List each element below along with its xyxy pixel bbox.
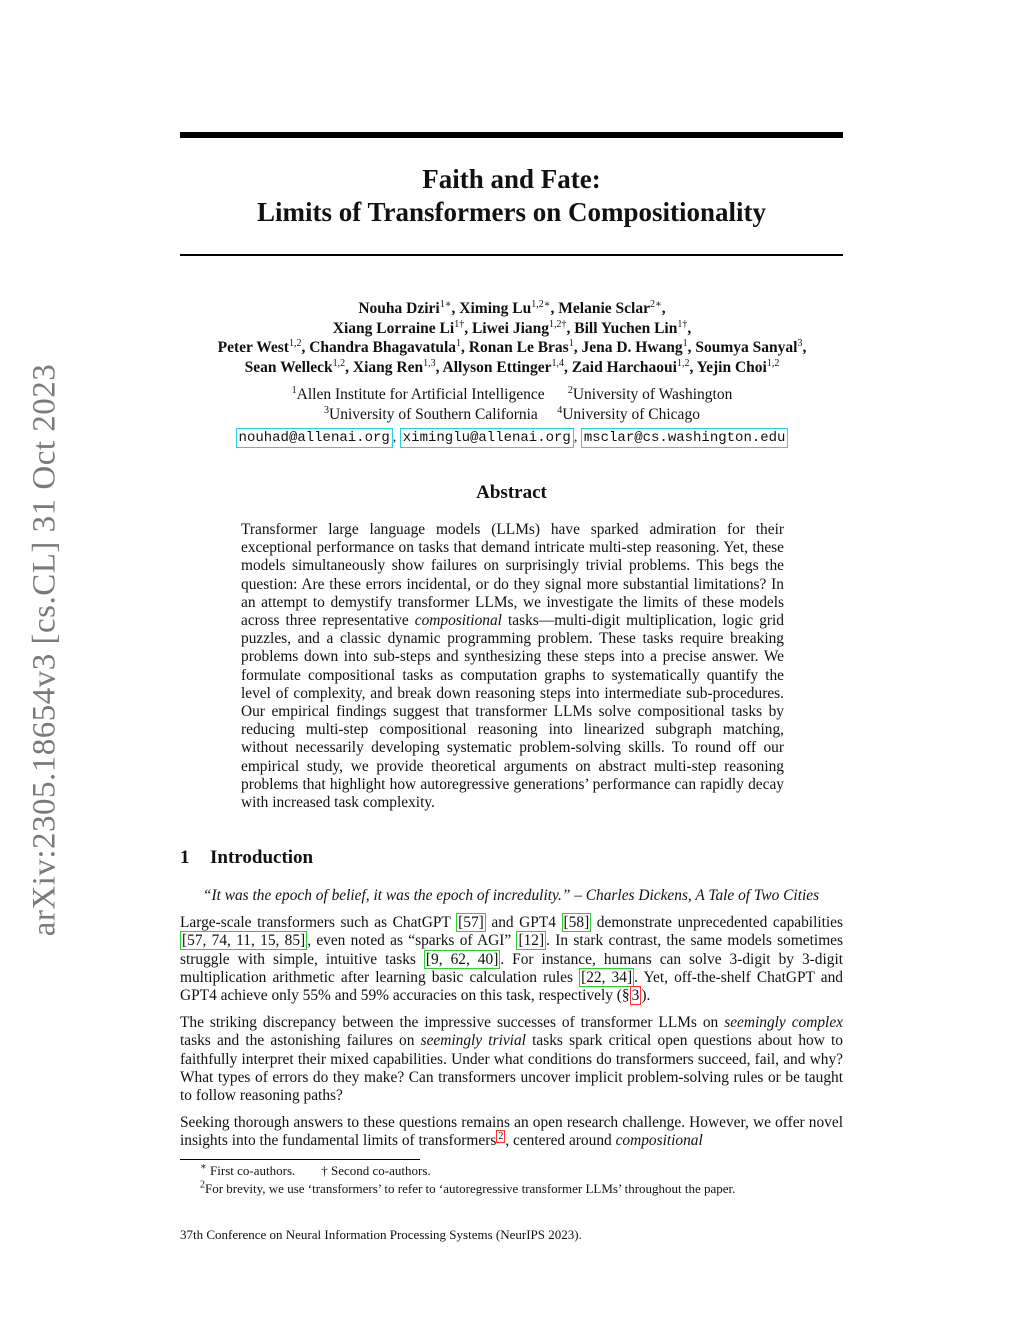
abstract-heading: Abstract [476, 482, 547, 503]
email-list: nouhad@allenai.org , ximinglu@allenai.org , msclar@cs.washington.edu [150, 430, 874, 446]
citation-link[interactable]: [9, 62, 40] [425, 950, 499, 968]
email-link[interactable]: msclar@cs.washington.edu [581, 428, 789, 448]
paragraph: The striking discrepancy between the impressive successes of transformer LLMs on seemingly complex tasks and the astonishing failures on seemingly trivial tasks spark critical open questions about how to faithfully interpret their mixed capabilities. Under what conditions do transformers succeed, fail, and why? What types of errors do they make? Can transformers uncover implicit problem-solving rules or be taught to follow reasoning paths? [180, 1014, 843, 1105]
citation-link[interactable]: [57, 74, 11, 15, 85] [182, 932, 306, 950]
citation-link[interactable]: [22, 34] [581, 968, 633, 986]
author-line-1: Nouha Dziri$^{1∗}$, Ximing $Lu^{1,2∗}$, Melanie Sclar$^{2∗}$, [358, 298, 666, 317]
title-bottom-rule [180, 254, 843, 256]
title-line-2: Limits of Transformers on Compositionality [257, 197, 766, 227]
citation-link[interactable]: [57] [458, 914, 484, 931]
author-line-3: Peter West$^{1,2}$, Chandra Bhagavatula$^1$, Ronan Le Bras$^1$, Jena D. Hwang$^1$, Soumya Sanyal$^3$, [217, 337, 807, 356]
citation-link[interactable]: [12] [518, 932, 545, 950]
affiliation-line-2: $^3$University of Southern California $^4$University of Chicago [324, 404, 700, 423]
paragraph: Seeking thorough answers to these questions remains an open research challenge. However, we offer novel insights into the fundamental limits of transformers $^2$ , centered around compositional [180, 1114, 843, 1150]
citation-link[interactable]: [58] [563, 914, 590, 931]
affiliations [150, 385, 874, 424]
paragraph: Large-scale transformers such as ChatGPT [57] and GPT4 [58] demonstrate unprecedented capabilities [57, 74, 11, 15, 85] , even noted as “sparks of AGI” [12] . In stark contrast, the same models sometimes struggle with simple, intuitive tasks [9, 62, 40] . For instance, humans can solve 3-digit by 3-digit multiplication arithmetic after learning basic calculation rules [22, 34] . Yet, off-the-shelf ChatGPT and GPT4 achieve only 55% and 59% accuracies on this task, respectively (§ 3 ). [180, 914, 844, 1005]
affiliation-line-1: $^1$Allen Institute for Artificial Intelligence $^2$University of Washington [291, 384, 733, 403]
title-line-1: Faith and Fate: [422, 164, 601, 194]
footnote-rule [180, 1159, 420, 1160]
author-line-4: Sean Welleck$^{1,2}$, Xiang Ren$^{1,3}$, Allyson Ettinger$^{1,4}$, Zaid Harchaoui$^{1,2}$, Yejin Choi$^{1,2}$ [244, 357, 780, 376]
title-top-rule [180, 132, 843, 138]
section-heading: 1 Introduction [180, 847, 314, 868]
section-ref-link[interactable]: 3 [631, 987, 640, 1005]
epigraph: “It was the epoch of belief, it was the epoch of incredulity.” – Charles Dickens, A Tale of Two Cities [202, 887, 820, 904]
arxiv-sidebar [0, 340, 90, 960]
email-link[interactable]: ximinglu@allenai.org [400, 428, 574, 448]
paper-title [180, 163, 843, 229]
footnote: ∗ First co-authors. † Second co-authors. [200, 1161, 431, 1178]
author-list [150, 299, 874, 377]
footnote: $^2$For brevity, we use ‘transformers’ to refer to ‘autoregressive transformer LLMs’ throughout the paper. [200, 1179, 736, 1196]
abstract-text: Transformer large language models (LLMs) have sparked admiration for their exceptional performance on tasks that demand intricate multi-step reasoning. Yet, these models simultaneously show failures on surprisingly trivial problems. This begs the question: Are these errors incidental, or do they signal more substantial limitations? In an attempt to demystify transformer LLMs, we investigate the limits of these models across three representative compositional tasks—multi-digit multiplication, logic grid puzzles, and a classic dynamic programming problem. These tasks require breaking problems down into sub-steps and synthesizing these steps into a precise answer. We formulate compositional tasks as computation graphs to systematically quantify the level of complexity, and break down reasoning steps into intermediate sub-procedures. Our empirical findings suggest that transformer LLMs solve compositional tasks by reducing multi-step compositional reasoning into linearized subgraph matching, without necessarily developing systematic problem-solving skills. To round off our empirical study, we provide theoretical arguments on abstract multi-step reasoning problems that highlight how autoregressive generations’ performance can rapidly decay with increased task complexity. [241, 521, 784, 812]
venue-note: 37th Conference on Neural Information Processing Systems (NeurIPS 2023). [180, 1227, 582, 1242]
footnote-ref-link[interactable]: 2 [498, 1131, 504, 1143]
author-line-2: Xiang Lorraine $Li^{1\dagger}$, Liwei Jiang$^{1,2\dagger}$, Bill Yuchen Lin$^{1\dagger}$, [332, 318, 692, 337]
arxiv-identifier: arXiv:2305.18654v3 [cs.CL] 31 Oct 2023 [26, 363, 63, 937]
email-link[interactable]: nouhad@allenai.org [236, 428, 393, 448]
